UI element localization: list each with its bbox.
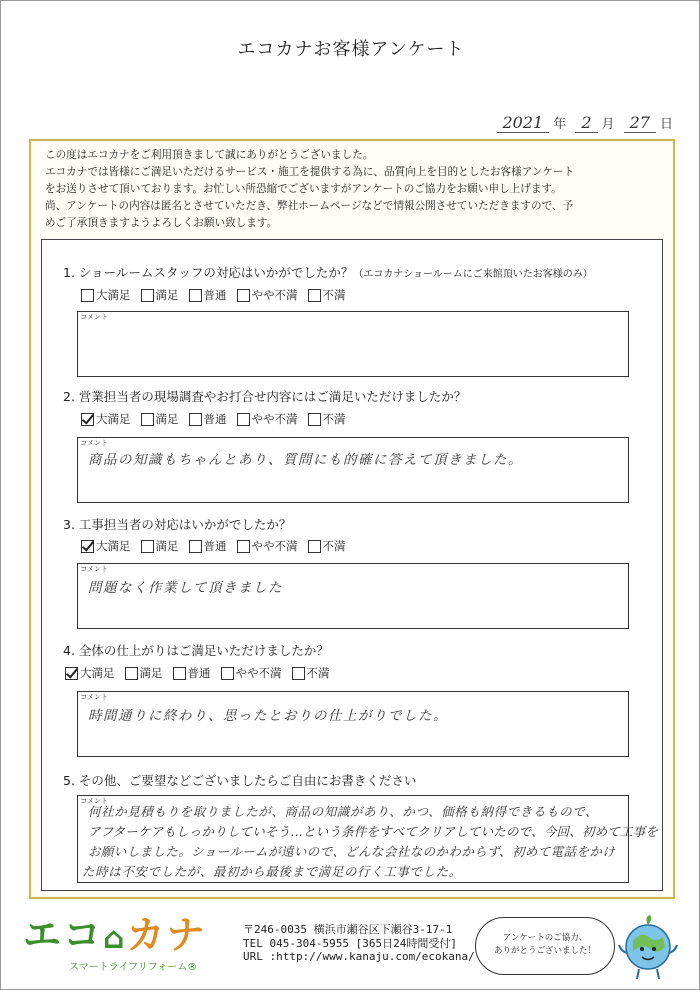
question-1-options [81, 287, 346, 303]
question-5 [63, 771, 416, 789]
question-2 [63, 387, 466, 405]
checkbox[interactable] [141, 413, 154, 426]
intro-line: エコカナでは皆様にご満足いただけるサービス・施工を提供する為に、品質向上を目的としたお客様アンケート [45, 166, 575, 178]
checkbox[interactable] [308, 289, 321, 302]
question-3-comment: 問題なく作業して頂きました [88, 580, 283, 596]
checkbox[interactable] [308, 413, 321, 426]
checkbox[interactable] [81, 540, 94, 553]
thanks-line: アンケートのご協力、 [502, 933, 588, 943]
option-1[interactable] [81, 411, 131, 427]
question-5-comment-line: た時は不安でしたが、最初から最後まで満足の行く工事でした。 [82, 864, 462, 879]
checkbox[interactable] [125, 667, 138, 680]
checkbox[interactable] [292, 667, 305, 680]
question-3 [63, 515, 291, 533]
option-3[interactable] [173, 665, 211, 681]
checkbox[interactable] [308, 540, 321, 553]
option-4[interactable] [237, 287, 298, 303]
checkbox[interactable] [81, 289, 94, 302]
survey-date [497, 113, 678, 133]
option-label: 大満足 [96, 412, 131, 426]
company-address [243, 923, 475, 964]
checkbox[interactable] [237, 540, 250, 553]
option-4[interactable] [221, 665, 282, 681]
checkbox[interactable] [141, 289, 154, 302]
option-label: やや不満 [251, 412, 298, 426]
checkbox[interactable] [189, 413, 202, 426]
question-1 [63, 263, 593, 281]
logo-wordmark [23, 914, 223, 960]
date-day: 27 [624, 113, 656, 133]
intro-line: 尚、アンケートの内容は匿名とさせていただき、弊社ホームページなどで情報公開させていただきますので、予 [45, 200, 574, 212]
intro-line: めご了承頂きますようよろしくお願い致します。 [45, 217, 278, 229]
option-label: 満足 [155, 288, 179, 302]
address-line: 〒246-0035 横浜市瀬谷区下瀬谷3-17-1 [243, 923, 453, 936]
question-5-comment-line: お願いしました。ショールームが遠いので、どんな会社なのかわからず、初めて電話をかけ [88, 844, 616, 859]
option-3[interactable] [189, 538, 227, 554]
intro-text [45, 147, 665, 232]
comment-label: コメント [80, 313, 108, 321]
checkbox[interactable] [141, 540, 154, 553]
logo-subtitle: スマートライフリフォーム® [69, 962, 198, 973]
option-label: 普通 [203, 288, 227, 302]
globe-mascot-icon [615, 913, 681, 985]
option-label: 普通 [203, 412, 227, 426]
question-3-comment-box[interactable] [77, 563, 629, 629]
checkbox[interactable] [81, 413, 94, 426]
option-label: 不満 [322, 288, 346, 302]
option-5[interactable] [292, 665, 330, 681]
date-year-unit: 年 [553, 117, 567, 132]
option-5[interactable] [308, 287, 346, 303]
option-1[interactable] [81, 538, 131, 554]
option-2[interactable] [141, 287, 179, 303]
question-3-options [81, 538, 346, 554]
comment-label: コメント [80, 797, 108, 805]
logo-kana: カナ [126, 913, 207, 957]
option-1[interactable] [65, 665, 115, 681]
option-label: やや不満 [251, 288, 298, 302]
option-4[interactable] [237, 411, 298, 427]
option-2[interactable] [141, 411, 179, 427]
intro-line: この度はエコカナをご利用頂きまして誠にありがとうございました。 [45, 149, 374, 161]
checkbox[interactable] [173, 667, 186, 680]
question-3-label: 3. 工事担当者の対応はいかがでしたか？ [63, 517, 292, 532]
date-month-unit: 月 [601, 117, 615, 132]
option-label: 不満 [322, 539, 346, 553]
checkbox[interactable] [237, 289, 250, 302]
option-label: 不満 [322, 412, 346, 426]
option-label: 普通 [187, 666, 211, 680]
question-4-label: 4. 全体の仕上がりはご満足いただけましたか？ [63, 643, 329, 658]
option-label: 満足 [155, 412, 179, 426]
option-label: やや不満 [251, 539, 298, 553]
url-line[interactable]: URL :http://www.kanaju.com/ecokana/ [243, 950, 475, 963]
option-label: 満足 [139, 666, 163, 680]
option-label: 大満足 [96, 539, 131, 553]
comment-label: コメント [80, 439, 108, 447]
option-label: 大満足 [80, 666, 115, 680]
comment-label: コメント [80, 693, 108, 701]
intro-line: をお送りさせて頂いております。お忙しい所恐縮でございますがアンケートのご協力をお願い申し上げます。 [45, 183, 562, 195]
logo-eco: エコ [23, 913, 104, 957]
date-day-unit: 日 [659, 117, 673, 132]
option-label: 不満 [306, 666, 330, 680]
question-5-comment-line: 何社か見積もりを取りましたが、商品の知識があり、かつ、価格も納得できるもので、 [88, 804, 599, 819]
tel-line: TEL 045-304-5955 [365日24時間受付] [243, 936, 457, 950]
question-4 [63, 641, 329, 659]
question-1-comment-box[interactable] [77, 311, 629, 377]
option-4[interactable] [237, 538, 298, 554]
question-5-comment-box[interactable] [77, 795, 659, 883]
option-3[interactable] [189, 411, 227, 427]
question-5-label: 5. その他、ご要望などございましたらご自由にお書きください [63, 773, 417, 788]
question-4-comment-box[interactable] [77, 691, 629, 757]
option-label: 満足 [155, 539, 179, 553]
option-2[interactable] [125, 665, 163, 681]
question-1-note: （エコカナショールームにご来館頂いたお客様のみ） [353, 269, 593, 280]
question-2-comment: 商品の知識もちゃんとあり、質問にも的確に答えて頂きました。 [88, 452, 523, 468]
comment-label: コメント [80, 565, 108, 573]
option-2[interactable] [141, 538, 179, 554]
checkbox[interactable] [221, 667, 234, 680]
option-1[interactable] [81, 287, 131, 303]
question-4-options [65, 665, 330, 681]
ecokana-logo [23, 914, 223, 974]
thanks-line: ありがとうございました！ [493, 946, 596, 956]
checkbox[interactable] [189, 289, 202, 302]
question-4-comment: 時間通りに終わり、思ったとおりの仕上がりでした。 [88, 708, 448, 724]
date-year: 2021 [497, 113, 550, 133]
checkbox[interactable] [65, 667, 78, 680]
checkbox[interactable] [189, 540, 202, 553]
checkbox[interactable] [237, 413, 250, 426]
thanks-bubble [475, 917, 615, 975]
question-2-label: 2. 営業担当者の現場調査やお打合せ内容にはご満足いただけましたか？ [63, 389, 467, 404]
option-5[interactable] [308, 538, 346, 554]
option-label: やや不満 [235, 666, 282, 680]
date-month: 2 [575, 113, 597, 133]
page-title: エコカナお客様アンケート [237, 39, 465, 60]
house-icon: ⌂ [103, 921, 127, 956]
option-label: 大満足 [96, 288, 131, 302]
option-3[interactable] [189, 287, 227, 303]
question-2-comment-box[interactable] [77, 437, 629, 503]
option-label: 普通 [203, 539, 227, 553]
question-1-label: 1. ショールームスタッフの対応はいかがでしたか？ [63, 265, 354, 280]
option-5[interactable] [308, 411, 346, 427]
question-5-comment-line: アフターケアもしっかりしていそう…という条件をすべてクリアしていたので、今回、初めて工事を [88, 824, 659, 839]
question-2-options [81, 411, 346, 427]
